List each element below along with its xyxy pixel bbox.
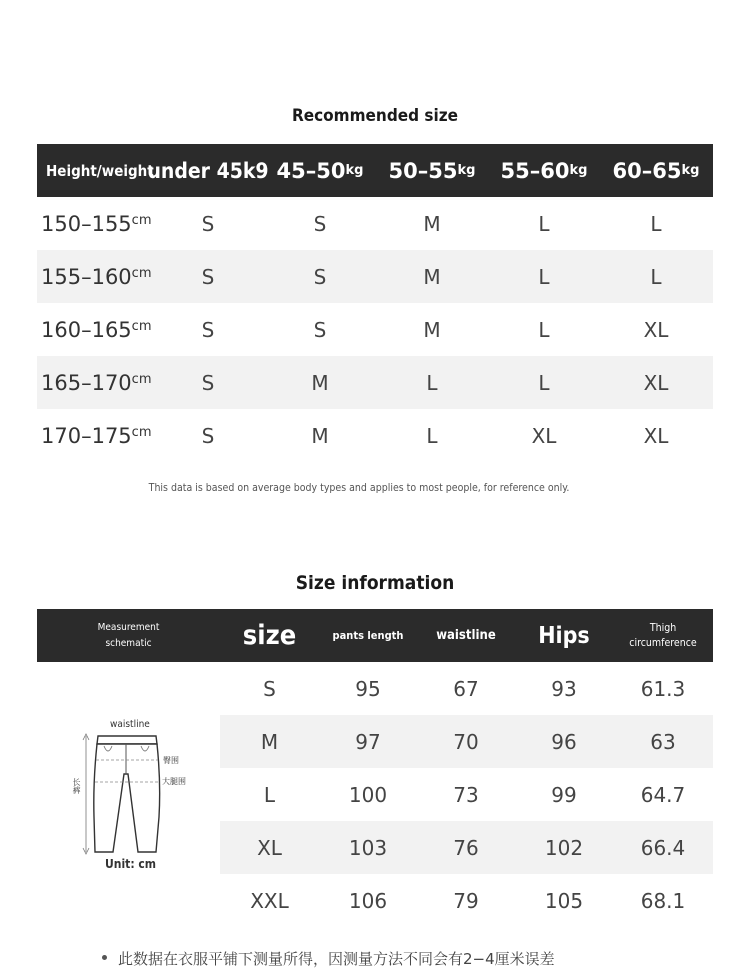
hips-cell: 105	[544, 888, 584, 913]
table-row	[37, 250, 713, 303]
size-cell: XL	[643, 370, 669, 395]
pants-length-cell: 103	[348, 835, 388, 860]
thigh-header	[613, 609, 713, 662]
size-header: size	[242, 620, 297, 651]
size-cell: L	[426, 423, 438, 448]
size-cell: XL	[531, 423, 557, 448]
table-row	[220, 821, 713, 874]
schematic-waist-label: waistline	[110, 719, 150, 730]
size-cell: L	[538, 211, 550, 236]
size-cell: S	[263, 676, 276, 701]
height-label: $155-160^{cm}$	[41, 264, 152, 289]
thigh-cell: 68.1	[640, 888, 686, 913]
hips-cell: 99	[551, 782, 577, 807]
size-information-title: Size information	[295, 572, 455, 594]
size-cell: S	[201, 317, 215, 342]
recommended-size-title: Recommended size	[291, 106, 459, 126]
waistline-cell: 67	[453, 676, 479, 701]
thigh-header-line: Thigh	[649, 621, 677, 634]
schematic-length-label: 长裤	[72, 778, 81, 794]
weight-header: under 45k9	[147, 158, 269, 183]
schematic-header	[37, 609, 220, 662]
schematic-header-line: Measurement	[97, 621, 160, 633]
thigh-cell: 61.3	[640, 676, 686, 701]
height-weight-header: Height/weight	[46, 161, 154, 180]
waistline-cell: 76	[453, 835, 479, 860]
size-cell: M	[311, 370, 329, 395]
size-cell: L	[263, 782, 276, 807]
bullet-icon	[102, 955, 107, 960]
measurement-schematic	[68, 712, 198, 882]
size-cell: M	[311, 423, 329, 448]
thigh-header-line: circumference	[629, 636, 697, 649]
size-cell: XL	[257, 835, 282, 860]
hips-cell: 102	[544, 835, 584, 860]
size-cell: M	[423, 211, 441, 236]
pants-length-cell: 97	[355, 729, 381, 754]
table-row	[37, 409, 713, 462]
thigh-cell: 66.4	[640, 835, 686, 860]
weight-header: 55–60 kg	[500, 158, 588, 183]
size-cell: S	[201, 423, 215, 448]
table-row	[220, 768, 713, 821]
size-cell: M	[423, 264, 441, 289]
schematic-thigh-label: 大腿围	[162, 777, 186, 786]
table-row	[220, 874, 713, 927]
height-label: $170-175^{cm}$	[41, 423, 152, 448]
hips-cell: 93	[551, 676, 577, 701]
size-cell: S	[201, 370, 215, 395]
size-cell: XL	[643, 423, 669, 448]
waistline-cell: 70	[453, 729, 479, 754]
measurement-footnote	[118, 948, 555, 969]
height-label: $150-155^{cm}$	[41, 211, 152, 236]
table-row	[37, 303, 713, 356]
size-cell: M	[260, 729, 279, 754]
reference-note: This data is based on average body types and applies to most people, for reference only.	[148, 482, 570, 494]
weight-header: 45–50 kg	[276, 158, 364, 183]
weight-header: 60–65 kg	[612, 158, 700, 183]
size-cell: XL	[643, 317, 669, 342]
height-label: $165-170^{cm}$	[41, 370, 152, 395]
pants-length-cell: 100	[348, 782, 388, 807]
size-cell: S	[313, 317, 327, 342]
size-cell: L	[538, 317, 550, 342]
weight-header: 50–55 kg	[388, 158, 476, 183]
thigh-cell: 64.7	[640, 782, 686, 807]
waistline-cell: 73	[453, 782, 479, 807]
size-information-table	[220, 662, 713, 927]
hips-header: Hips	[538, 622, 590, 649]
size-cell: L	[538, 370, 550, 395]
size-cell: L	[426, 370, 438, 395]
size-cell: L	[650, 264, 662, 289]
hips-cell: 96	[551, 729, 577, 754]
schematic-hip-label: 臀围	[163, 756, 179, 765]
table-row	[37, 197, 713, 250]
size-information-header	[37, 609, 713, 662]
unit-label: Unit: cm	[105, 857, 157, 871]
size-cell: S	[313, 264, 327, 289]
recommended-size-table	[37, 144, 713, 462]
waistline-header: waistline	[436, 628, 496, 643]
table-row	[37, 356, 713, 409]
size-cell: S	[201, 211, 215, 236]
table-row	[220, 715, 713, 768]
height-label: $160-165^{cm}$	[41, 317, 152, 342]
pants-length-cell: 95	[355, 676, 381, 701]
size-cell: XXL	[250, 888, 289, 913]
pants-length-header: pants length	[332, 629, 404, 642]
pants-length-cell: 106	[348, 888, 388, 913]
size-cell: L	[650, 211, 662, 236]
recommended-size-header	[37, 144, 713, 197]
size-cell: S	[313, 211, 327, 236]
size-cell: L	[538, 264, 550, 289]
table-row	[220, 662, 713, 715]
footnote-text: 此数据在衣服平铺下测量所得，因测量方法不同会有2−4厘米误差	[118, 950, 555, 968]
thigh-cell: 63	[650, 729, 676, 754]
size-cell: M	[423, 317, 441, 342]
schematic-header-line: schematic	[105, 637, 152, 649]
size-cell: S	[201, 264, 215, 289]
waistline-cell: 79	[453, 888, 479, 913]
